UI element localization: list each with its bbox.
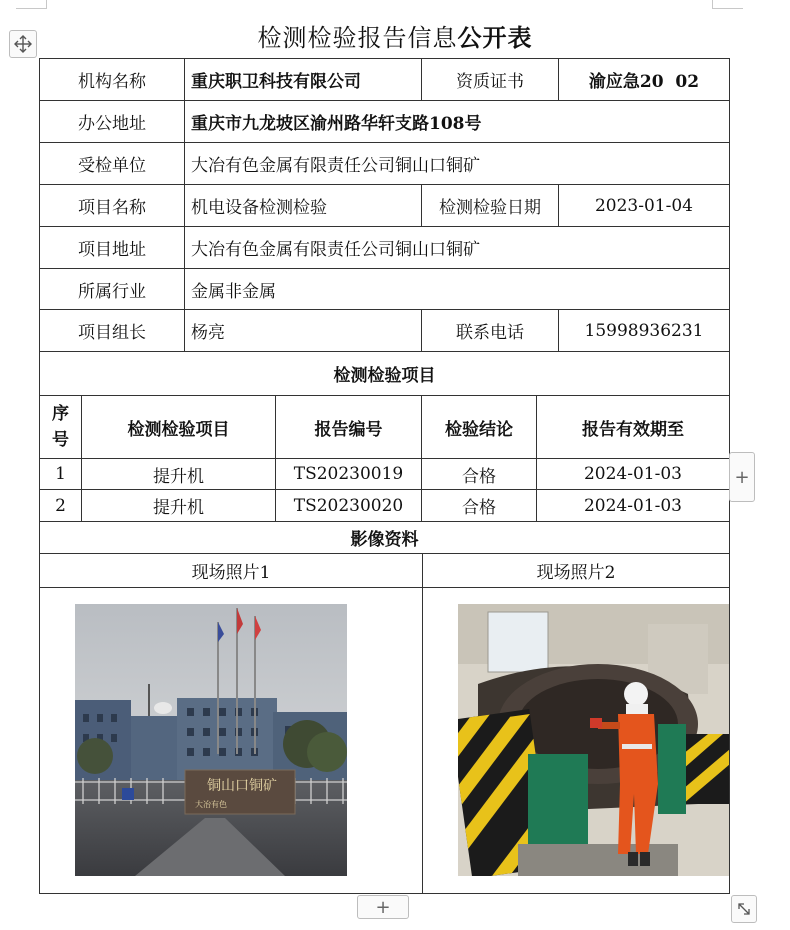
photo1-cell xyxy=(40,588,423,894)
images-section-title: 影像资料 xyxy=(40,522,730,554)
project-value: 机电设备检测检验 xyxy=(185,185,422,227)
table-row xyxy=(40,459,730,490)
project-label: 项目名称 xyxy=(40,185,185,227)
photo2-label: 现场照片2 xyxy=(423,554,730,588)
date-label: 检测检验日期 xyxy=(422,185,559,227)
org-value: 重庆职卫科技有限公司 xyxy=(185,59,422,101)
resize-diagonal-icon xyxy=(736,901,752,917)
photo1-sign-text: 铜山口铜矿 xyxy=(207,778,277,794)
addr-label: 项目地址 xyxy=(40,227,185,269)
header-item: 检测检验项目 xyxy=(82,396,276,459)
table-resize-handle[interactable] xyxy=(731,895,757,923)
plus-icon: + xyxy=(734,466,750,488)
items-header-row xyxy=(40,396,730,459)
add-column-button[interactable] xyxy=(729,452,755,502)
info-row-project xyxy=(40,185,730,227)
page-title xyxy=(0,18,790,53)
photo1-image[interactable] xyxy=(75,604,347,876)
office-value: 重庆市九龙坡区渝州路华轩支路108号 xyxy=(185,101,730,143)
client-value: 大冶有色金属有限责任公司铜山口铜矿 xyxy=(185,143,730,185)
report-table xyxy=(39,58,730,894)
photo1-sign-small: 大冶有色 xyxy=(195,800,227,809)
client-label: 受检单位 xyxy=(40,143,185,185)
item-report: TS20230020 xyxy=(276,490,422,522)
page-corner-marker-left xyxy=(16,0,47,9)
header-valid: 报告有效期至 xyxy=(537,396,730,459)
items-section-title: 检测检验项目 xyxy=(40,352,730,396)
info-row-leader xyxy=(40,310,730,352)
addr-value: 大冶有色金属有限责任公司铜山口铜矿 xyxy=(185,227,730,269)
info-row-client xyxy=(40,143,730,185)
add-row-button[interactable] xyxy=(357,895,409,919)
items-section-row xyxy=(40,352,730,396)
info-row-industry xyxy=(40,269,730,310)
date-value: 2023-01-04 xyxy=(559,185,730,227)
header-report: 报告编号 xyxy=(276,396,422,459)
photo-label-row xyxy=(40,554,730,588)
plus-icon: + xyxy=(375,896,391,918)
info-row-org xyxy=(40,59,730,101)
leader-value: 杨亮 xyxy=(185,310,422,352)
item-no: 2 xyxy=(40,490,82,522)
photo-row xyxy=(40,588,730,894)
title-normal: 检测检验报告信息 xyxy=(257,24,458,52)
photo2-cell xyxy=(423,588,730,894)
industry-label: 所属行业 xyxy=(40,269,185,310)
item-no: 1 xyxy=(40,459,82,490)
images-section-row xyxy=(40,522,730,554)
table-row xyxy=(40,490,730,522)
info-row-address xyxy=(40,227,730,269)
leader-label: 项目组长 xyxy=(40,310,185,352)
photo2-image[interactable] xyxy=(458,604,730,876)
item-report: TS20230019 xyxy=(276,459,422,490)
phone-label: 联系电话 xyxy=(422,310,559,352)
item-valid: 2024-01-03 xyxy=(537,459,730,490)
cert-value: 渝应急20 02 xyxy=(559,59,730,101)
org-label: 机构名称 xyxy=(40,59,185,101)
header-no: 序号 xyxy=(40,396,82,459)
title-bold: 公开表 xyxy=(457,23,533,52)
header-result: 检验结论 xyxy=(422,396,537,459)
industry-value: 金属非金属 xyxy=(185,269,730,310)
phone-value: 15998936231 xyxy=(559,310,730,352)
item-valid: 2024-01-03 xyxy=(537,490,730,522)
cert-label: 资质证书 xyxy=(422,59,559,101)
page-corner-marker-right xyxy=(712,0,743,9)
item-name: 提升机 xyxy=(82,459,276,490)
item-result: 合格 xyxy=(422,490,537,522)
photo1-label: 现场照片1 xyxy=(40,554,423,588)
item-name: 提升机 xyxy=(82,490,276,522)
item-result: 合格 xyxy=(422,459,537,490)
info-row-office xyxy=(40,101,730,143)
office-label: 办公地址 xyxy=(40,101,185,143)
